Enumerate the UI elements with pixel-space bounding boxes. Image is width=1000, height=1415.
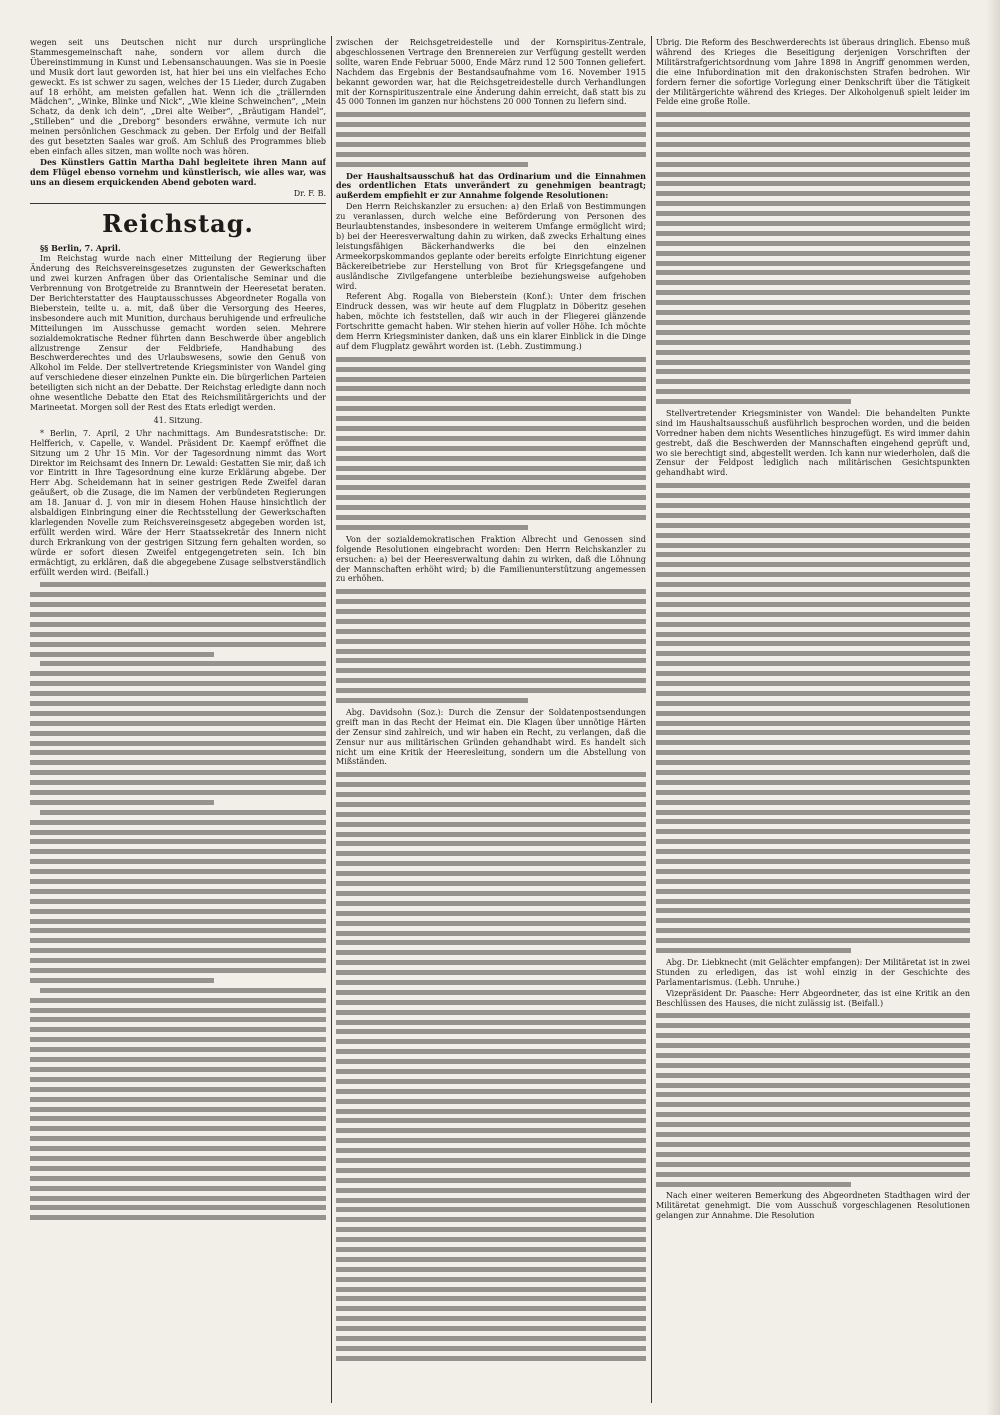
binding-edge [986, 0, 1000, 1415]
column-rule [331, 36, 332, 1403]
beschwerderecht-text: Übrig. Die Reform des Beschwerderechts ist überaus dringlich. Ebenso muß während des Krieges die Beseitigung derjenigen Vorschriften der Militärstrafgerichtsordnung vom Jahre 1898 in Angriff genommen werden, die eine Infubordination mit den drakonischsten Strafen bedrohen. Wir fordern ferner die sofortige Vorlegung einer Denkschrift über die Tätigkeit der Militärgerichte während des Krieges. Der Alkoholgenuß spielt leider im Felde eine große Rolle. [656, 38, 970, 107]
dateline: §§ Berlin, 7. April. [40, 242, 121, 253]
section-divider [30, 203, 326, 204]
concert-review-text: wegen seit uns Deutschen nicht nur durch ursprüngliche Stammesgemeinschaft nahe, sondern vor allem durch die Übereinstimmung in Kunst und Lebensanschauungen. Was sie in Poesie und Musik dort laut geworden ist, hat hier bei uns ein vielfaches Echo geweckt. Es ist schwer zu sagen, welches der 15 Lieder, durch Zugaben auf 18 erhöht, am meisten gefallen hat. Wenn ich die „trällernden Mädchen“, „Winke, Blinke und Nick“, „Wie kleine Schweinchen“, „Mein Schatz, da denk ich dein“, „Drei alte Weiber“, „Bräutigam Handel“, „Stilleben“ und die „Dreborg“ besonders erwähne, vermute ich nur meinen persönlichen Geschmack zu geben. Der Erfolg und der Beifall des gut besetzten Saales war groß. Am Schluß des Programmes blieb eben einfach alles sitzen, man wollte noch was hören. [30, 38, 326, 156]
reichstag-lead: Im Reichstag wurde nach einer Mitteilung der Regierung über Änderung des Reichsvereinsgesetzes zugunsten der Gewerkschaften und zwei kurzen Anfragen über das Orientalische Seminar und die Verbrennung von Brotgetreide zu Branntwein der Heeresetat beraten. Der Berichterstatter des Hauptausschusses Abgeordneter Rogalla von Bieberstein, teilte u. a. mit, daß über die Versorgung des Heeres, insbesondere auch mit Munition, durchaus beruhigende und erfreuliche Mitteilungen im Ausschusse gemacht worden seien. Mehrere sozialdemokratische Redner führten dann Beschwerde über angeblich allzustrenge Zensur der Feldbriefe, Handhabung des Beschwerderechtes und des Urlaubswesens, sowie den Genuß von Alkohol im Felde. Der stellvertretende Kriegsminister von Wandel ging auf verschiedene dieser einzelnen Punkte ein. Die bürgerlichen Parteien beteiligten sich nicht an der Debatte. Der Reichstag erledigte dann noch ohne wesentliche Debatte den Etat des Reichsmilitärgerichts und der Marineetat. Morgen soll der Rest des Etats erledigt werden. [30, 254, 326, 412]
social-democrat-resolutions: Von der sozialdemokratischen Fraktion Albrecht und Genossen sind folgende Resolutionen eingebracht worden: Den Herrn Reichskanzler zu ersuchen: a) bei der Heeresverwaltung dahin zu wirken, daß die Löhnung der Mannschaften erhöht wird; b) die Familienunterstützung angemessen zu erhöhen. [336, 534, 646, 584]
session-report: * Berlin, 7. April, 2 Uhr nachmittags. Am Bundesratstische: Dr. Helfferich, v. Capelle, v. Wandel. Präsident Dr. Kaempf eröffnet die Sitzung um 2 Uhr 15 Min. Vor der Tagesordnung nimmt das Wort Direktor im Reichsamt des Innern Dr. Lewald: Gestatten Sie mir, daß ich vor Eintritt in Ihre Tagesordnung eine kurze Erklärung abgebe. Der Herr Abg. Scheidemann hat in seiner gestrigen Rede Zweifel daran geäußert, ob die Zusage, die im Namen der verbündeten Regierungen am 18. Januar d. J. von mir in diesem Hohen Hause hinsichtlich der alsbaldigen Einbringung einer die Rechtsstellung der Gewerkschaften klarlegenden Novelle zum Reichsvereinsgesetz abgegeben worden ist, erfüllt werden wird. Wäre der Herr Staatssekretär des Innern nicht durch Erkrankung von der gestrigen Sitzung fern gehalten worden, so würde er sofort diesen Zweifel entgegengetreten sein. Ich bin ermächtigt, zu erklären, daß die abgegebene Zusage selbstverständlich erfüllt werden wird. (Beifall.) [30, 428, 326, 577]
illegible-text-block [336, 357, 646, 530]
section-title: Reichstag. [102, 208, 254, 238]
referent-speech: Referent Abg. Rogalla von Bieberstein (Konf.): Unter dem frischen Eindruck dessen, was wir heute auf dem Flugplatz in Döberitz gesehen haben, möchte ich feststellen, daß wir auch in der Fliegerei glänzende Fortschritte gemacht haben. Wir stehen hierin auf voller Höhe. Ich möchte dem Herrn Kriegsminister danken, daß uns ein klarer Einblick in die Dinge auf dem Flugplatz gewährt worden ist. (Lebh. Zustimmung.) [336, 292, 646, 351]
illegible-text-block [336, 772, 646, 1361]
illegible-text-block [30, 582, 326, 1220]
household-committee-text: Den Herrn Reichskanzler zu ersuchen: a) den Erlaß von Bestimmungen zu veranlassen, durch welche eine Beförderung von Personen des Beurlaubtenstandes, insbesondere in weiterem Umfange ermöglicht wird; b) bei der Heeresverwaltung dahin zu wirken, daß zwecks Erhaltung eines leistungsfähigen Bäckerhandwerks die bei den einzelnen Armeekorpskommandos geplante oder bereits erfolgte Einrichtung eigener Bäckereibetriebe zur Herstellung von Brot für Kriegsgefangene und ausländische Zivilgefangene unterbleibe beziehungsweise aufgehoben wird. [336, 202, 646, 291]
column-2 [336, 38, 646, 1403]
grain-supply-text: zwischen der Reichsgetreidestelle und der Kornspiritus-Zentrale, abgeschlossenen Vertrage den Brennereien zur Verfügung gestellt werden sollte, waren Ende Februar 5000, Ende März rund 12 500 Tonnen geliefert. Nachdem das Ergebnis der Bestandsaufnahme vom 16. November 1915 bekannt geworden war, hat die Reichsgetreidestelle durch Verhandlungen mit der Kornspirituszentrale eine Änderung dahin erreicht, daß statt bis zu 45 000 Tonnen im ganzen nur höchstens 20 000 Tonnen zu liefern sind. [336, 38, 646, 107]
war-minister-speech: Stellvertretender Kriegsminister von Wandel: Die behandelten Punkte sind im Haushaltsausschuß ausführlich besprochen worden, und die beiden Vorredner haben dem nichts Wesentliches hinzugefügt. Es wird immer dahin gestrebt, daß die Beschwerden der Mannschaften eingehend geprüft und, wo sie berechtigt sind, abgestellt werden. Ich kann nur wiederholen, daß die Zensur der Feldpost lediglich nach militärischen Gesichtspunkten gehandhabt wird. [656, 408, 970, 478]
column-3 [656, 38, 970, 1403]
session-heading: 41. Sitzung. [153, 415, 203, 425]
illegible-text-block [656, 1013, 970, 1186]
review-signature: Dr. F. B. [293, 188, 326, 198]
illegible-text-block [656, 483, 970, 953]
concert-review-accompanist: Des Künstlers Gattin Martha Dahl begleitete ihren Mann auf dem Flügel ebenso vornehm und künstlerisch, wie alles war, was uns an diesem erquickenden Abend geboten ward. [30, 156, 326, 187]
illegible-text-block [656, 112, 970, 404]
household-committee-heading: Der Haushaltsausschuß hat das Ordinarium und die Einnahmen des ordentlichen Etats unverändert zu genehmigen beantragt; außerdem empfiehlt er zur Annahme folgende Resolutionen: [336, 170, 646, 201]
illegible-text-block [336, 589, 646, 703]
closing-text: Nach einer weiteren Bemerkung des Abgeordneten Stadthagen wird der Militäretat genehmigt. Die vom Ausschuß vorgeschlagenen Resolutionen gelangen zur Annahme. Die Resolution [656, 1191, 970, 1221]
davidsohn-speech: Abg. Davidsohn (Soz.): Durch die Zensur der Soldatenpostsendungen greift man in das Recht der Heimat ein. Die Klagen über unnötige Härten der Zensur sind zahlreich, und wir haben ein Recht, zu verlangen, daß die Zensur nur aus militärischen Gründen gehandhabt wird. Es handelt sich nicht um eine Kritik der Heeresleitung, sondern um die Abstellung von Mißständen. [336, 707, 646, 767]
illegible-text-block [336, 112, 646, 166]
column-1 [30, 38, 326, 1403]
paasche-remark: Vizepräsident Dr. Paasche: Herr Abgeordneter, das ist eine Kritik an den Beschlüssen des Hauses, die nicht zulässig ist. (Beifall.) [656, 988, 970, 1008]
column-rule [651, 36, 652, 1403]
liebknecht-speech: Abg. Dr. Liebknecht (mit Gelächter empfangen): Der Militäretat ist in zwei Stunden zu erledigen, das ist wohl einzig in der Geschichte des Parlamentarismus. (Lebh. Unruhe.) [656, 957, 970, 987]
